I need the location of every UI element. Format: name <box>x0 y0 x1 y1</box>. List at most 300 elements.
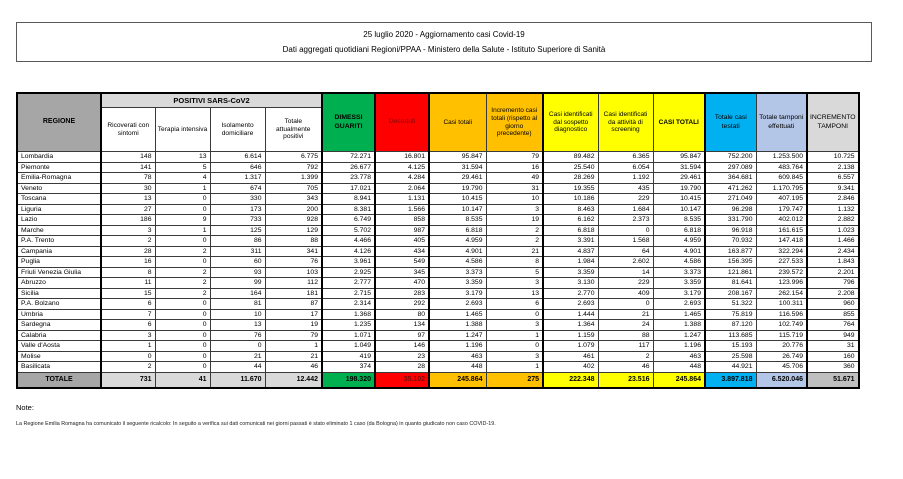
table-row <box>17 320 859 331</box>
value-cell: 549 <box>375 257 429 268</box>
value-cell: 14 <box>598 267 653 278</box>
value-cell: 15 <box>101 288 155 299</box>
column-header-sospetto-diagnostico: Casi identificati dal sospetto diagnostico <box>543 93 598 152</box>
value-cell: 4.959 <box>429 236 486 247</box>
value-cell: 345 <box>375 267 429 278</box>
value-cell: 10 <box>486 194 543 205</box>
value-cell: 26.677 <box>322 162 375 173</box>
value-cell: 100.311 <box>756 299 807 310</box>
table-row <box>17 267 859 278</box>
value-cell: 6.818 <box>653 225 705 236</box>
value-cell: 173 <box>210 204 265 215</box>
value-cell: 21 <box>210 351 265 362</box>
region-name: Sardegna <box>17 320 101 331</box>
column-header-totale-positivi: Totale attualmente positivi <box>265 108 322 152</box>
value-cell: 1.388 <box>429 320 486 331</box>
value-cell: 1.196 <box>429 341 486 352</box>
value-cell: 409 <box>598 288 653 299</box>
value-cell: 31 <box>807 341 859 352</box>
value-cell: 1.465 <box>429 309 486 320</box>
value-cell: 3 <box>486 204 543 215</box>
table-body <box>17 152 859 388</box>
value-cell: 112 <box>265 278 322 289</box>
value-cell: 1.132 <box>807 204 859 215</box>
column-header-ricoverati: Ricoverati con sintomi <box>101 108 155 152</box>
value-cell: 129 <box>265 225 322 236</box>
value-cell: 0 <box>155 362 210 373</box>
value-cell: 8 <box>486 257 543 268</box>
value-cell: 2 <box>155 278 210 289</box>
value-cell: 4.466 <box>322 236 375 247</box>
value-cell: 0 <box>155 194 210 205</box>
value-cell: 2 <box>486 236 543 247</box>
value-cell: 163.877 <box>705 246 756 257</box>
value-cell: 2.373 <box>598 215 653 226</box>
value-cell: 49 <box>486 173 543 184</box>
value-cell: 21 <box>486 246 543 257</box>
value-cell: 46 <box>598 362 653 373</box>
value-cell: 45.706 <box>756 362 807 373</box>
value-cell: 19.790 <box>653 183 705 194</box>
value-cell: 2.770 <box>543 288 598 299</box>
value-cell: 113.685 <box>705 330 756 341</box>
value-cell: 227.533 <box>756 257 807 268</box>
region-name: Abruzzo <box>17 278 101 289</box>
value-cell: 21 <box>265 351 322 362</box>
value-cell: 330 <box>210 194 265 205</box>
table-row <box>17 173 859 184</box>
value-cell: 13 <box>210 320 265 331</box>
value-cell: 646 <box>210 162 265 173</box>
value-cell: 93 <box>210 267 265 278</box>
region-name: Marche <box>17 225 101 236</box>
region-name: Veneto <box>17 183 101 194</box>
value-cell: 10.725 <box>807 152 859 163</box>
table-row <box>17 288 859 299</box>
value-cell: 733 <box>210 215 265 226</box>
value-cell: 0 <box>155 236 210 247</box>
value-cell: 483.764 <box>756 162 807 173</box>
value-cell: 1.566 <box>375 204 429 215</box>
value-cell: 229 <box>598 278 653 289</box>
value-cell: 76 <box>210 330 265 341</box>
value-cell: 6.054 <box>598 162 653 173</box>
report-subtitle: Dati aggregati quotidiani Regioni/PPAA - Ministero della Salute - Istituto Superiore di Sanità <box>282 45 606 55</box>
value-cell: 471.262 <box>705 183 756 194</box>
value-cell: 448 <box>429 362 486 373</box>
value-cell: 208.167 <box>705 288 756 299</box>
value-cell: 1.684 <box>598 204 653 215</box>
value-cell: 1.368 <box>322 309 375 320</box>
region-name: Toscana <box>17 194 101 205</box>
table-row <box>17 183 859 194</box>
table-row <box>17 225 859 236</box>
value-cell: 64 <box>598 246 653 257</box>
value-cell: 275 <box>486 372 543 388</box>
value-cell: 1.253.500 <box>756 152 807 163</box>
value-cell: 2.693 <box>653 299 705 310</box>
value-cell: 10.415 <box>653 194 705 205</box>
value-cell: 0 <box>155 351 210 362</box>
value-cell: 28.269 <box>543 173 598 184</box>
value-cell: 21 <box>598 309 653 320</box>
value-cell: 0 <box>155 320 210 331</box>
value-cell: 51.671 <box>807 372 859 388</box>
value-cell: 6.614 <box>210 152 265 163</box>
value-cell: 179.747 <box>756 204 807 215</box>
value-cell: 19 <box>486 215 543 226</box>
value-cell: 435 <box>598 183 653 194</box>
value-cell: 81.641 <box>705 278 756 289</box>
value-cell: 0 <box>598 225 653 236</box>
value-cell: 103 <box>265 267 322 278</box>
value-cell: 2.882 <box>807 215 859 226</box>
region-name: Puglia <box>17 257 101 268</box>
value-cell: 1.192 <box>598 173 653 184</box>
value-cell: 4 <box>155 173 210 184</box>
value-cell: 1 <box>101 341 155 352</box>
value-cell: 2 <box>155 246 210 257</box>
value-cell: 27 <box>101 204 155 215</box>
value-cell: 1.388 <box>653 320 705 331</box>
value-cell: 731 <box>101 372 155 388</box>
value-cell: 26.749 <box>756 351 807 362</box>
value-cell: 3 <box>486 278 543 289</box>
value-cell: 72.271 <box>322 152 375 163</box>
region-name: Friuli Venezia Giulia <box>17 267 101 278</box>
column-header-incremento-tamponi: INCREMENTO TAMPONI <box>807 93 859 152</box>
value-cell: 7 <box>101 309 155 320</box>
value-cell: 1.131 <box>375 194 429 205</box>
value-cell: 115.719 <box>756 330 807 341</box>
value-cell: 1 <box>155 225 210 236</box>
value-cell: 96.298 <box>705 204 756 215</box>
value-cell: 2.201 <box>807 267 859 278</box>
value-cell: 10 <box>210 309 265 320</box>
region-name: Campania <box>17 246 101 257</box>
value-cell: 271.049 <box>705 194 756 205</box>
value-cell: 2.925 <box>322 267 375 278</box>
value-cell: 44 <box>210 362 265 373</box>
region-name: Piemonte <box>17 162 101 173</box>
value-cell: 198.320 <box>322 372 375 388</box>
value-cell: 6.818 <box>543 225 598 236</box>
region-name: Sicilia <box>17 288 101 299</box>
value-cell: 28 <box>375 362 429 373</box>
region-name: Umbria <box>17 309 101 320</box>
value-cell: 3.373 <box>653 267 705 278</box>
value-cell: 95.847 <box>429 152 486 163</box>
value-cell: 134 <box>375 320 429 331</box>
value-cell: 88 <box>598 330 653 341</box>
value-cell: 4.901 <box>653 246 705 257</box>
notes-title: Note: <box>16 403 34 412</box>
value-cell: 16 <box>101 257 155 268</box>
value-cell: 8.535 <box>429 215 486 226</box>
value-cell: 0 <box>155 257 210 268</box>
value-cell: 8.381 <box>322 204 375 215</box>
value-cell: 79 <box>265 330 322 341</box>
value-cell: 2.208 <box>807 288 859 299</box>
value-cell: 186 <box>101 215 155 226</box>
value-cell: 407.195 <box>756 194 807 205</box>
value-cell: 181 <box>265 288 322 299</box>
region-name: Lazio <box>17 215 101 226</box>
value-cell: 374 <box>322 362 375 373</box>
table-row <box>17 246 859 257</box>
value-cell: 2 <box>155 267 210 278</box>
table-row <box>17 341 859 352</box>
value-cell: 24 <box>598 320 653 331</box>
value-cell: 448 <box>653 362 705 373</box>
value-cell: 13 <box>101 194 155 205</box>
value-cell: 35.102 <box>375 372 429 388</box>
value-cell: 99 <box>210 278 265 289</box>
value-cell: 200 <box>265 204 322 215</box>
value-cell: 16 <box>486 162 543 173</box>
value-cell: 0 <box>486 309 543 320</box>
value-cell: 146 <box>375 341 429 352</box>
value-cell: 1.023 <box>807 225 859 236</box>
value-cell: 30 <box>101 183 155 194</box>
value-cell: 70.932 <box>705 236 756 247</box>
value-cell: 796 <box>807 278 859 289</box>
value-cell: 3.961 <box>322 257 375 268</box>
value-cell: 3 <box>486 320 543 331</box>
value-cell: 1.984 <box>543 257 598 268</box>
value-cell: 8.463 <box>543 204 598 215</box>
value-cell: 44.921 <box>705 362 756 373</box>
value-cell: 5.702 <box>322 225 375 236</box>
value-cell: 28 <box>101 246 155 257</box>
value-cell: 102.749 <box>756 320 807 331</box>
value-cell: 3.359 <box>653 278 705 289</box>
value-cell: 0 <box>101 351 155 362</box>
value-cell: 3.373 <box>429 267 486 278</box>
value-cell: 13 <box>486 288 543 299</box>
region-name: Molise <box>17 351 101 362</box>
value-cell: 41 <box>155 372 210 388</box>
value-cell: 1.465 <box>653 309 705 320</box>
total-row <box>17 372 859 388</box>
value-cell: 1.049 <box>322 341 375 352</box>
value-cell: 29.461 <box>653 173 705 184</box>
value-cell: 0 <box>155 330 210 341</box>
column-header-dimessi-guariti: DIMESSI GUARITI <box>322 93 375 152</box>
value-cell: 3 <box>101 330 155 341</box>
table-row <box>17 152 859 163</box>
value-cell: 76 <box>265 257 322 268</box>
value-cell: 20.776 <box>756 341 807 352</box>
value-cell: 86 <box>210 236 265 247</box>
value-cell: 6.520.046 <box>756 372 807 388</box>
value-cell: 1.247 <box>429 330 486 341</box>
value-cell: 3 <box>486 351 543 362</box>
value-cell: 705 <box>265 183 322 194</box>
value-cell: 9 <box>155 215 210 226</box>
value-cell: 3.897.818 <box>705 372 756 388</box>
value-cell: 222.348 <box>543 372 598 388</box>
value-cell: 341 <box>265 246 322 257</box>
value-cell: 4.284 <box>375 173 429 184</box>
column-group-positivi: POSITIVI SARS-CoV2 <box>101 93 322 108</box>
value-cell: 470 <box>375 278 429 289</box>
value-cell: 4.901 <box>429 246 486 257</box>
column-header-casi-testati: Totale casi testati <box>705 93 756 152</box>
value-cell: 0 <box>210 341 265 352</box>
value-cell: 283 <box>375 288 429 299</box>
value-cell: 419 <box>322 351 375 362</box>
region-name: P.A. Trento <box>17 236 101 247</box>
value-cell: 364.681 <box>705 173 756 184</box>
value-cell: 1.317 <box>210 173 265 184</box>
value-cell: 987 <box>375 225 429 236</box>
value-cell: 81 <box>210 299 265 310</box>
value-cell: 6.818 <box>429 225 486 236</box>
value-cell: 8.535 <box>653 215 705 226</box>
value-cell: 87 <box>265 299 322 310</box>
value-cell: 23 <box>375 351 429 362</box>
value-cell: 2 <box>486 225 543 236</box>
table-row <box>17 330 859 341</box>
value-cell: 25.540 <box>543 162 598 173</box>
value-cell: 19.790 <box>429 183 486 194</box>
value-cell: 2.602 <box>598 257 653 268</box>
value-cell: 19 <box>265 320 322 331</box>
value-cell: 11 <box>101 278 155 289</box>
value-cell: 1.399 <box>265 173 322 184</box>
value-cell: 331.790 <box>705 215 756 226</box>
value-cell: 2 <box>155 288 210 299</box>
value-cell: 9.341 <box>807 183 859 194</box>
value-cell: 6.749 <box>322 215 375 226</box>
table-row <box>17 215 859 226</box>
value-cell: 6.557 <box>807 173 859 184</box>
value-cell: 1 <box>486 362 543 373</box>
value-cell: 6.775 <box>265 152 322 163</box>
value-cell: 752.200 <box>705 152 756 163</box>
value-cell: 3.130 <box>543 278 598 289</box>
value-cell: 148 <box>101 152 155 163</box>
value-cell: 1.568 <box>598 236 653 247</box>
value-cell: 2.693 <box>543 299 598 310</box>
value-cell: 156.395 <box>705 257 756 268</box>
value-cell: 10.147 <box>429 204 486 215</box>
value-cell: 1.843 <box>807 257 859 268</box>
value-cell: 11.670 <box>210 372 265 388</box>
value-cell: 245.864 <box>429 372 486 388</box>
value-cell: 97 <box>375 330 429 341</box>
column-header-terapia-intensiva: Terapia intensiva <box>155 108 210 152</box>
value-cell: 262.154 <box>756 288 807 299</box>
value-cell: 3.359 <box>543 267 598 278</box>
value-cell: 461 <box>543 351 598 362</box>
value-cell: 15.193 <box>705 341 756 352</box>
column-header-isolamento: Isolamento domiciliare <box>210 108 265 152</box>
table-row <box>17 309 859 320</box>
value-cell: 0 <box>155 309 210 320</box>
value-cell: 434 <box>375 246 429 257</box>
table-row <box>17 236 859 247</box>
table-row <box>17 362 859 373</box>
value-cell: 1.466 <box>807 236 859 247</box>
value-cell: 949 <box>807 330 859 341</box>
column-header-casi-totali-caps: CASI TOTALI <box>653 93 705 152</box>
value-cell: 4.126 <box>322 246 375 257</box>
value-cell: 19.355 <box>543 183 598 194</box>
value-cell: 1.247 <box>653 330 705 341</box>
table-row <box>17 204 859 215</box>
value-cell: 311 <box>210 246 265 257</box>
value-cell: 2.777 <box>322 278 375 289</box>
value-cell: 1.364 <box>543 320 598 331</box>
value-cell: 0 <box>598 299 653 310</box>
value-cell: 121.861 <box>705 267 756 278</box>
value-cell: 3.179 <box>429 288 486 299</box>
value-cell: 6 <box>101 320 155 331</box>
region-name: Calabria <box>17 330 101 341</box>
value-cell: 292 <box>375 299 429 310</box>
value-cell: 855 <box>807 309 859 320</box>
value-cell: 4.586 <box>653 257 705 268</box>
table-row <box>17 257 859 268</box>
value-cell: 79 <box>486 152 543 163</box>
value-cell: 463 <box>429 351 486 362</box>
value-cell: 46 <box>265 362 322 373</box>
value-cell: 8.941 <box>322 194 375 205</box>
value-cell: 1.444 <box>543 309 598 320</box>
value-cell: 75.819 <box>705 309 756 320</box>
value-cell: 2.693 <box>429 299 486 310</box>
value-cell: 2 <box>101 362 155 373</box>
value-cell: 297.089 <box>705 162 756 173</box>
value-cell: 2.846 <box>807 194 859 205</box>
report-title: 25 luglio 2020 - Aggiornamento casi Covid-19 <box>363 29 525 39</box>
value-cell: 402.012 <box>756 215 807 226</box>
value-cell: 6.162 <box>543 215 598 226</box>
value-cell: 29.461 <box>429 173 486 184</box>
table-row <box>17 278 859 289</box>
value-cell: 60 <box>210 257 265 268</box>
value-cell: 17 <box>265 309 322 320</box>
title-box <box>16 22 872 62</box>
value-cell: 6 <box>101 299 155 310</box>
value-cell: 0 <box>155 299 210 310</box>
region-name: Emilia-Romagna <box>17 173 101 184</box>
value-cell: 10.415 <box>429 194 486 205</box>
value-cell: 8 <box>101 267 155 278</box>
value-cell: 2.715 <box>322 288 375 299</box>
value-cell: 31.594 <box>429 162 486 173</box>
value-cell: 245.864 <box>653 372 705 388</box>
value-cell: 10.147 <box>653 204 705 215</box>
table-row <box>17 194 859 205</box>
value-cell: 141 <box>101 162 155 173</box>
value-cell: 1.159 <box>543 330 598 341</box>
region-name: Liguria <box>17 204 101 215</box>
value-cell: 1.079 <box>543 341 598 352</box>
value-cell: 1.170.795 <box>756 183 807 194</box>
value-cell: 1 <box>486 330 543 341</box>
value-cell: 2 <box>598 351 653 362</box>
value-cell: 405 <box>375 236 429 247</box>
value-cell: 80 <box>375 309 429 320</box>
value-cell: 6 <box>486 299 543 310</box>
covid-table <box>16 92 860 389</box>
value-cell: 16.801 <box>375 152 429 163</box>
value-cell: 463 <box>653 351 705 362</box>
value-cell: 3.179 <box>653 288 705 299</box>
